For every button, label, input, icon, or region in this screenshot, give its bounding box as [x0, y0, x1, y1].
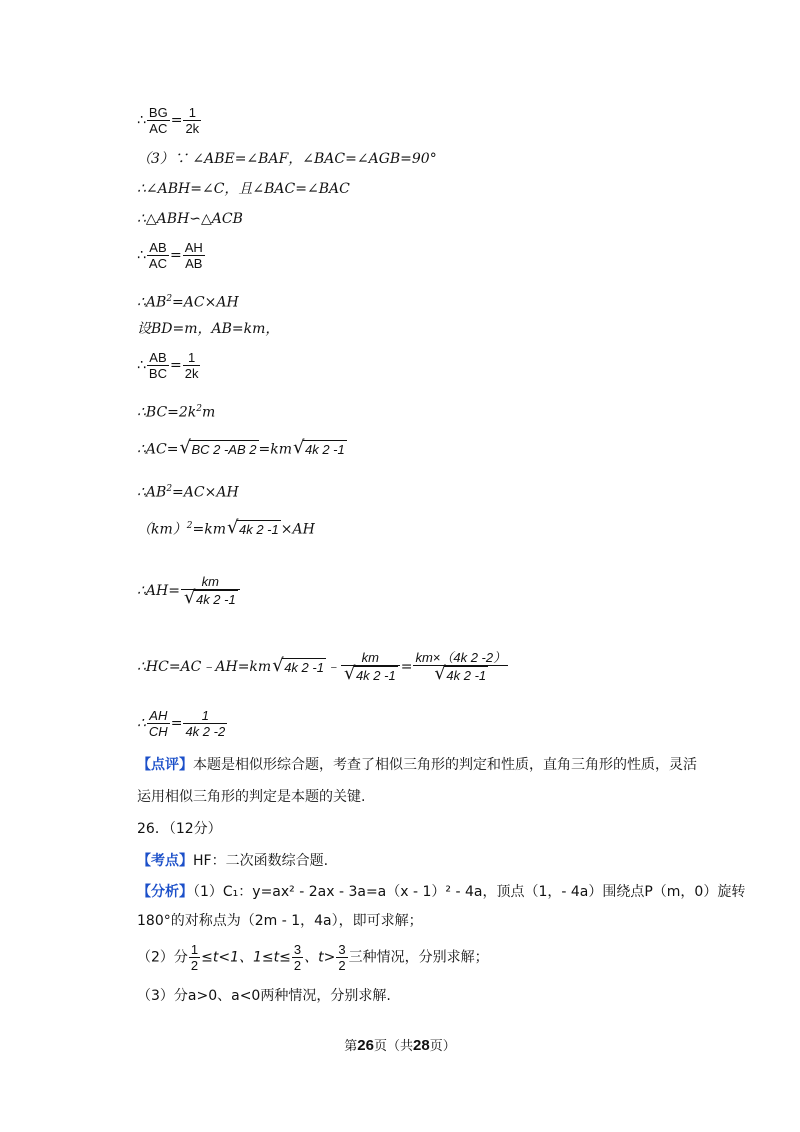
- superscript: 2: [186, 521, 193, 531]
- radical-icon: √: [227, 517, 239, 539]
- denominator: AB: [183, 255, 205, 271]
- text: 三种情况，分别求解；: [348, 949, 489, 966]
- superscript: 2: [166, 484, 173, 494]
- numerator: 1: [187, 350, 196, 365]
- radicand: 4k 2 -1: [355, 668, 396, 683]
- kaodian-line: [137, 851, 328, 870]
- text: ∴AB: [137, 294, 167, 311]
- page-number: 26: [357, 1037, 374, 1054]
- square-root: [293, 437, 347, 459]
- fenxi-text: （1）C₁：y=ax² - 2ax - 3a=a（x - 1）² - 4a，顶点（1，- 4a）围绕点P（m，0）旋转: [193, 884, 746, 900]
- denominator: BC: [148, 366, 167, 381]
- question-26-title: 26．（12分）: [137, 821, 222, 837]
- denominator: 2k: [185, 121, 200, 136]
- text: ∴BC=2k: [137, 404, 197, 421]
- radical-icon: √: [183, 587, 196, 608]
- numerator: 1: [201, 708, 209, 723]
- numerator: km: [361, 650, 379, 665]
- text-line-3: ∴∠ABH=∠C，且∠BAC=∠BAC: [137, 181, 350, 197]
- fraction: [336, 942, 347, 973]
- therefore-symbol: ∴: [137, 247, 146, 264]
- denominator: AC: [148, 256, 167, 271]
- equals: =: [170, 715, 183, 732]
- text-line-7: 设BD=m，AB=km，: [137, 321, 280, 337]
- radicand: 4k 2 -1: [446, 668, 487, 683]
- total-pages: 28: [413, 1037, 430, 1054]
- radical-icon: √: [343, 663, 356, 684]
- fraction: [183, 350, 201, 381]
- equation-line-11: [137, 480, 239, 502]
- denominator: 4k 2 -2: [185, 724, 226, 739]
- text: =AC×AH: [172, 294, 239, 311]
- denominator: 2: [338, 958, 346, 973]
- denominator: 2: [293, 958, 302, 973]
- radicand: 4k 2 -1: [239, 522, 279, 538]
- denominator: [181, 589, 240, 608]
- numerator: 1: [188, 105, 196, 120]
- radicand: 4k 2 -1: [195, 592, 236, 607]
- footer-text: 页（共: [373, 1039, 413, 1054]
- equation-line-14: [137, 650, 509, 684]
- numerator: AH: [149, 708, 168, 723]
- equals: =: [169, 247, 182, 264]
- text-line-4: ∴△ABH∽△ACB: [137, 211, 243, 227]
- radical-icon: √: [272, 654, 284, 676]
- radicand: 4k 2 -1: [284, 659, 324, 675]
- square-root: [272, 654, 326, 677]
- numerator: AB: [149, 350, 167, 365]
- kaodian-text: HF：二次函数综合题.: [193, 853, 329, 869]
- numerator: AH: [184, 240, 203, 255]
- therefore-symbol: ∴: [137, 112, 146, 129]
- fenxi-line-1: [137, 882, 745, 901]
- fenxi-tag: 【分析】: [137, 883, 193, 899]
- equation-line-15: [137, 708, 228, 739]
- radical-icon: √: [293, 437, 305, 458]
- numerator: AB: [149, 240, 167, 255]
- fraction: [189, 942, 200, 973]
- text: ×AH: [280, 521, 315, 538]
- text: ∴AC=: [137, 441, 179, 458]
- equation-line-12: [137, 517, 315, 539]
- fraction: [147, 105, 170, 136]
- text: （2）分: [137, 949, 188, 966]
- text: （km）: [137, 521, 187, 538]
- page-footer: [0, 1035, 800, 1054]
- fraction: [183, 105, 201, 136]
- equals: =: [400, 659, 413, 675]
- square-root: [183, 587, 238, 608]
- denominator: 2: [190, 958, 199, 973]
- fenxi-line-4: （3）分a>0、a<0两种情况，分别求解.: [137, 988, 391, 1004]
- denominator: [341, 665, 400, 684]
- footer-text: 第: [344, 1039, 358, 1054]
- equation-line-10: [137, 437, 347, 459]
- equals: =: [169, 357, 182, 374]
- superscript: 2: [196, 404, 203, 414]
- equation-line-5: [137, 240, 206, 271]
- fraction: [413, 650, 508, 684]
- therefore-symbol: ∴: [137, 357, 146, 374]
- denominator: AC: [147, 120, 170, 136]
- minus: ﹣: [325, 659, 340, 675]
- numerator: 1: [190, 942, 199, 957]
- radical-icon: √: [434, 663, 446, 684]
- text: =AC×AH: [172, 484, 239, 501]
- denominator: CH: [148, 724, 168, 739]
- review-tag: 【点评】: [137, 756, 193, 772]
- text: ∴HC=AC﹣AH=km: [137, 659, 272, 675]
- radicand: 4k 2 -1: [305, 442, 345, 457]
- equation-line-8: [137, 350, 201, 381]
- text: ∴: [137, 715, 146, 732]
- kaodian-tag: 【考点】: [137, 852, 193, 868]
- superscript: 2: [166, 294, 173, 304]
- text: ≤t<1、1≤t≤: [201, 949, 291, 966]
- fenxi-line-3: [137, 942, 489, 973]
- review-text: 本题是相似形综合题，考查了相似三角形的判定和性质，直角三角形的性质，灵活: [193, 757, 697, 773]
- fraction: [147, 240, 169, 271]
- numerator: km: [201, 574, 220, 589]
- text: ∴AH=: [137, 583, 180, 599]
- fraction: [183, 240, 205, 271]
- text: ∴AB: [137, 484, 167, 501]
- square-root: [434, 663, 488, 684]
- radical-icon: √: [179, 437, 191, 458]
- review-line-2: 运用相似三角形的判定是本题的关键.: [137, 789, 366, 805]
- fenxi-line-2: 180°的对称点为（2m - 1，4a），即可求解；: [137, 913, 423, 929]
- equals: =: [170, 112, 183, 129]
- fraction: [147, 708, 170, 739]
- numerator: km×（4k 2 -2）: [415, 650, 507, 665]
- square-root: [227, 517, 281, 539]
- text: =km: [192, 521, 226, 538]
- denominator: 2k: [184, 366, 199, 381]
- footer-text: 页）: [429, 1039, 456, 1054]
- equation-line-13: [137, 574, 241, 608]
- square-root: [343, 663, 398, 684]
- review-line-1: [137, 755, 697, 774]
- fraction: [341, 650, 400, 684]
- fraction: [181, 574, 240, 608]
- equation-line-1: [137, 105, 202, 136]
- fraction: [292, 942, 303, 973]
- text: 、t>: [304, 949, 336, 966]
- equation-line-9: [137, 400, 215, 422]
- equation-line-6: [137, 290, 239, 312]
- text-line-2: （3）∵ ∠ABE=∠BAF，∠BAC=∠AGB=90°: [137, 151, 437, 167]
- denominator: [413, 665, 508, 684]
- fraction: [183, 708, 227, 739]
- radicand: BC 2 -AB 2: [191, 442, 257, 457]
- text: =km: [258, 441, 292, 458]
- numerator: 3: [293, 942, 302, 957]
- numerator: 3: [338, 942, 346, 957]
- text: m: [202, 404, 216, 421]
- fraction: [147, 350, 169, 381]
- numerator: BG: [148, 105, 168, 120]
- square-root: [179, 437, 258, 459]
